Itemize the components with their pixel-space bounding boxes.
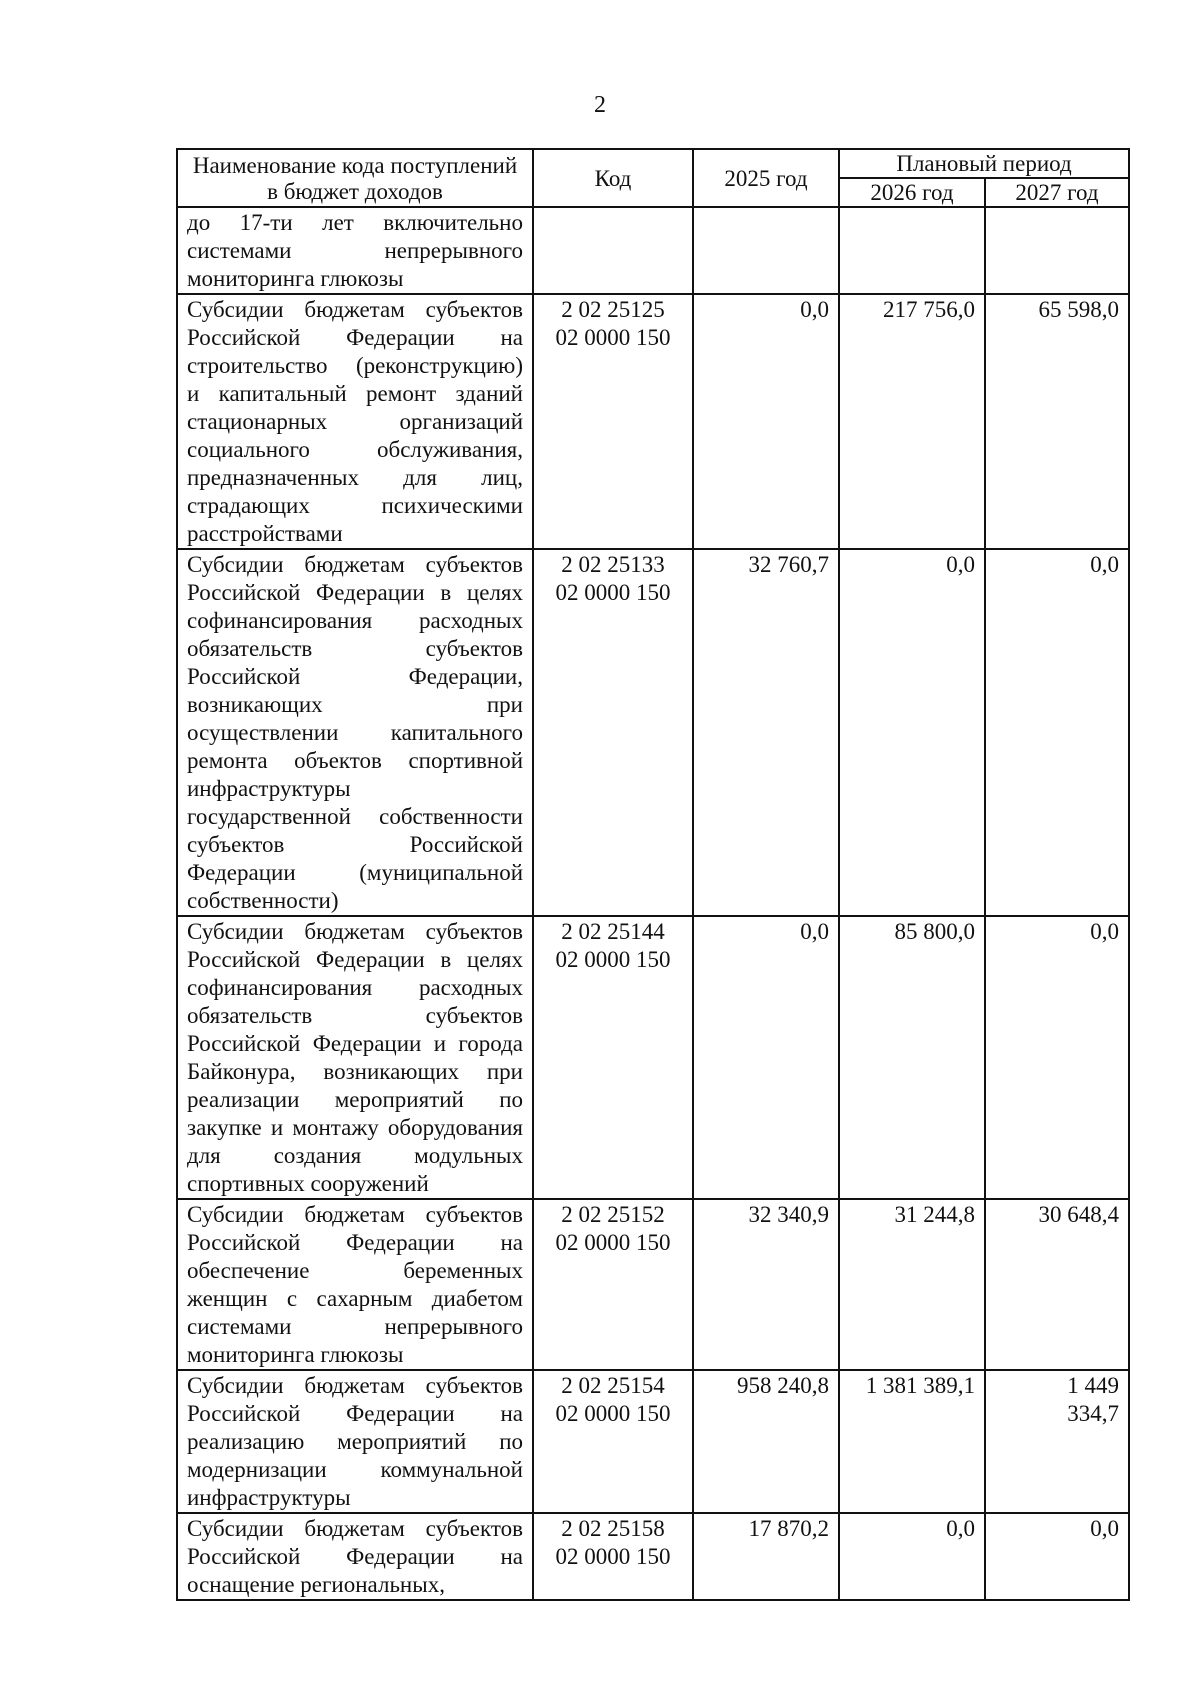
revenue-name-line: Субсидии бюджетам субъектов bbox=[187, 1202, 523, 1227]
revenue-name-line: системами непрерывного bbox=[187, 1314, 523, 1339]
revenue-name-line: софинансирования расходных bbox=[187, 975, 523, 1000]
revenue-code-cell bbox=[533, 1199, 693, 1370]
revenue-name-line: мониторинга глюкозы bbox=[187, 1342, 404, 1367]
value-2026-cell: 0,0 bbox=[839, 549, 985, 916]
table-row bbox=[177, 294, 1129, 549]
revenue-name-line: женщин с сахарным диабетом bbox=[187, 1286, 523, 1311]
revenue-name-line: стационарных организаций bbox=[187, 409, 523, 434]
revenue-name-line: реализации мероприятий по bbox=[187, 1087, 523, 1112]
revenue-code-line: 02 0000 150 bbox=[555, 580, 671, 605]
revenue-code-cell bbox=[533, 549, 693, 916]
revenue-name-line: софинансирования расходных bbox=[187, 608, 523, 633]
revenue-code-line: 02 0000 150 bbox=[555, 1230, 671, 1255]
revenue-code-line: 2 02 25125 bbox=[561, 297, 665, 322]
value-2027-cell bbox=[985, 1370, 1129, 1513]
revenue-code-line: 2 02 25158 bbox=[561, 1516, 665, 1541]
value-2027-line: 1 449 bbox=[1067, 1373, 1119, 1398]
value-2027-line: 334,7 bbox=[1067, 1401, 1119, 1426]
revenue-name-line: закупке и монтажу оборудования bbox=[187, 1115, 523, 1140]
value-2025-cell: 0,0 bbox=[693, 916, 839, 1199]
value-2027-cell bbox=[985, 207, 1129, 294]
revenue-name-line: спортивных сооружений bbox=[187, 1171, 429, 1196]
revenue-code-line: 02 0000 150 bbox=[555, 1401, 671, 1426]
revenue-name-line: реализацию мероприятий по bbox=[187, 1429, 523, 1454]
revenue-name-line: обязательств субъектов bbox=[187, 1003, 523, 1028]
revenue-name-line: системами непрерывного bbox=[187, 238, 523, 263]
value-2026-cell: 31 244,8 bbox=[839, 1199, 985, 1370]
value-2027-line: 0,0 bbox=[1090, 919, 1119, 944]
table-row bbox=[177, 549, 1129, 916]
revenue-name-cell bbox=[177, 294, 533, 549]
revenue-name-cell bbox=[177, 207, 533, 294]
revenue-name-line: субъектов Российской bbox=[187, 832, 523, 857]
revenue-name-line: обязательств субъектов bbox=[187, 636, 523, 661]
revenue-name-line: Субсидии бюджетам субъектов bbox=[187, 297, 523, 322]
value-2027-cell bbox=[985, 1199, 1129, 1370]
revenue-name-line: страдающих психическими bbox=[187, 493, 523, 518]
revenue-name-line: для создания модульных bbox=[187, 1143, 523, 1168]
value-2026-cell bbox=[839, 207, 985, 294]
revenue-name-line: Российской Федерации в целях bbox=[187, 580, 523, 605]
header-code: Код bbox=[533, 149, 693, 207]
value-2025-cell: 0,0 bbox=[693, 294, 839, 549]
revenue-name-line: государственной собственности bbox=[187, 804, 523, 829]
header-2025: 2025 год bbox=[693, 149, 839, 207]
header-2026: 2026 год bbox=[839, 178, 985, 207]
revenue-name-line: социального обслуживания, bbox=[187, 437, 523, 462]
revenue-name-line: Субсидии бюджетам субъектов bbox=[187, 1516, 523, 1541]
revenue-name-line: ремонта объектов спортивной bbox=[187, 748, 523, 773]
budget-revenue-table bbox=[176, 148, 1130, 1601]
value-2025-cell: 32 760,7 bbox=[693, 549, 839, 916]
table-row bbox=[177, 1199, 1129, 1370]
revenue-name-line: до 17-ти лет включительно bbox=[187, 210, 523, 235]
revenue-code-line: 2 02 25133 bbox=[561, 552, 665, 577]
value-2027-cell bbox=[985, 549, 1129, 916]
revenue-code-cell bbox=[533, 1513, 693, 1600]
revenue-code-line bbox=[543, 237, 683, 265]
header-name: Наименование кода поступлений в бюджет доходов bbox=[177, 149, 533, 207]
revenue-name-line: Российской Федерации на bbox=[187, 1544, 523, 1569]
revenue-name-cell bbox=[177, 549, 533, 916]
table-row bbox=[177, 1513, 1129, 1600]
revenue-name-line: расстройствами bbox=[187, 521, 343, 546]
revenue-code-line bbox=[543, 209, 683, 237]
revenue-code-cell bbox=[533, 916, 693, 1199]
value-2026-cell: 217 756,0 bbox=[839, 294, 985, 549]
revenue-code-line: 02 0000 150 bbox=[555, 947, 671, 972]
revenue-name-line: обеспечение беременных bbox=[187, 1258, 523, 1283]
revenue-name-line: Российской Федерации, bbox=[187, 664, 523, 689]
value-2027-cell bbox=[985, 916, 1129, 1199]
revenue-code-cell bbox=[533, 294, 693, 549]
revenue-name-line: инфраструктуры bbox=[187, 776, 351, 801]
value-2027-line: 65 598,0 bbox=[1038, 297, 1119, 322]
revenue-name-line: мониторинга глюкозы bbox=[187, 266, 404, 291]
revenue-name-line: модернизации коммунальной bbox=[187, 1457, 523, 1482]
revenue-code-line: 02 0000 150 bbox=[555, 325, 671, 350]
revenue-name-line: Субсидии бюджетам субъектов bbox=[187, 1373, 523, 1398]
revenue-code-line: 2 02 25144 bbox=[561, 919, 665, 944]
revenue-name-line: инфраструктуры bbox=[187, 1485, 351, 1510]
revenue-name-line: Субсидии бюджетам субъектов bbox=[187, 552, 523, 577]
header-planned-period: Плановый период bbox=[839, 149, 1129, 178]
value-2027-line: 0,0 bbox=[1090, 552, 1119, 577]
revenue-name-cell bbox=[177, 1199, 533, 1370]
revenue-code-cell bbox=[533, 1370, 693, 1513]
value-2027-cell bbox=[985, 294, 1129, 549]
revenue-name-line: Байконура, возникающих при bbox=[187, 1059, 523, 1084]
revenue-name-line: и капитальный ремонт зданий bbox=[187, 381, 523, 406]
revenue-code-line: 2 02 25152 bbox=[561, 1202, 665, 1227]
table-row bbox=[177, 1370, 1129, 1513]
revenue-name-cell bbox=[177, 916, 533, 1199]
value-2027-line: 30 648,4 bbox=[1038, 1202, 1119, 1227]
revenue-name-line: строительство (реконструкцию) bbox=[187, 353, 523, 378]
revenue-name-cell bbox=[177, 1513, 533, 1600]
revenue-name-line: предназначенных для лиц, bbox=[187, 465, 523, 490]
revenue-code-line: 2 02 25154 bbox=[561, 1373, 665, 1398]
value-2026-cell: 85 800,0 bbox=[839, 916, 985, 1199]
page-number: 2 bbox=[594, 92, 606, 118]
value-2027-cell bbox=[985, 1513, 1129, 1600]
value-2026-cell: 1 381 389,1 bbox=[839, 1370, 985, 1513]
value-2026-cell: 0,0 bbox=[839, 1513, 985, 1600]
revenue-name-line: Российской Федерации и города bbox=[187, 1031, 523, 1056]
revenue-name-line: собственности) bbox=[187, 888, 339, 913]
revenue-name-line: Субсидии бюджетам субъектов bbox=[187, 919, 523, 944]
revenue-name-line: Российской Федерации на bbox=[187, 1230, 523, 1255]
table-row bbox=[177, 916, 1129, 1199]
value-2025-cell: 958 240,8 bbox=[693, 1370, 839, 1513]
value-2025-cell: 17 870,2 bbox=[693, 1513, 839, 1600]
value-2025-cell bbox=[693, 207, 839, 294]
revenue-name-line: Российской Федерации на bbox=[187, 1401, 523, 1426]
table-row bbox=[177, 207, 1129, 294]
revenue-name-line: Федерации (муниципальной bbox=[187, 860, 523, 885]
revenue-name-line: возникающих при bbox=[187, 692, 523, 717]
table-body bbox=[177, 207, 1129, 1600]
revenue-name-line: Российской Федерации в целях bbox=[187, 947, 523, 972]
revenue-name-cell bbox=[177, 1370, 533, 1513]
revenue-code-cell bbox=[533, 207, 693, 294]
table-header bbox=[177, 149, 1129, 207]
value-2027-line: 0,0 bbox=[1090, 1516, 1119, 1541]
revenue-code-line: 02 0000 150 bbox=[555, 1544, 671, 1569]
header-2027: 2027 год bbox=[985, 178, 1129, 207]
revenue-name-line: осуществлении капитального bbox=[187, 720, 523, 745]
value-2025-cell: 32 340,9 bbox=[693, 1199, 839, 1370]
revenue-name-line: оснащение региональных, bbox=[187, 1572, 445, 1597]
revenue-name-line: Российской Федерации на bbox=[187, 325, 523, 350]
